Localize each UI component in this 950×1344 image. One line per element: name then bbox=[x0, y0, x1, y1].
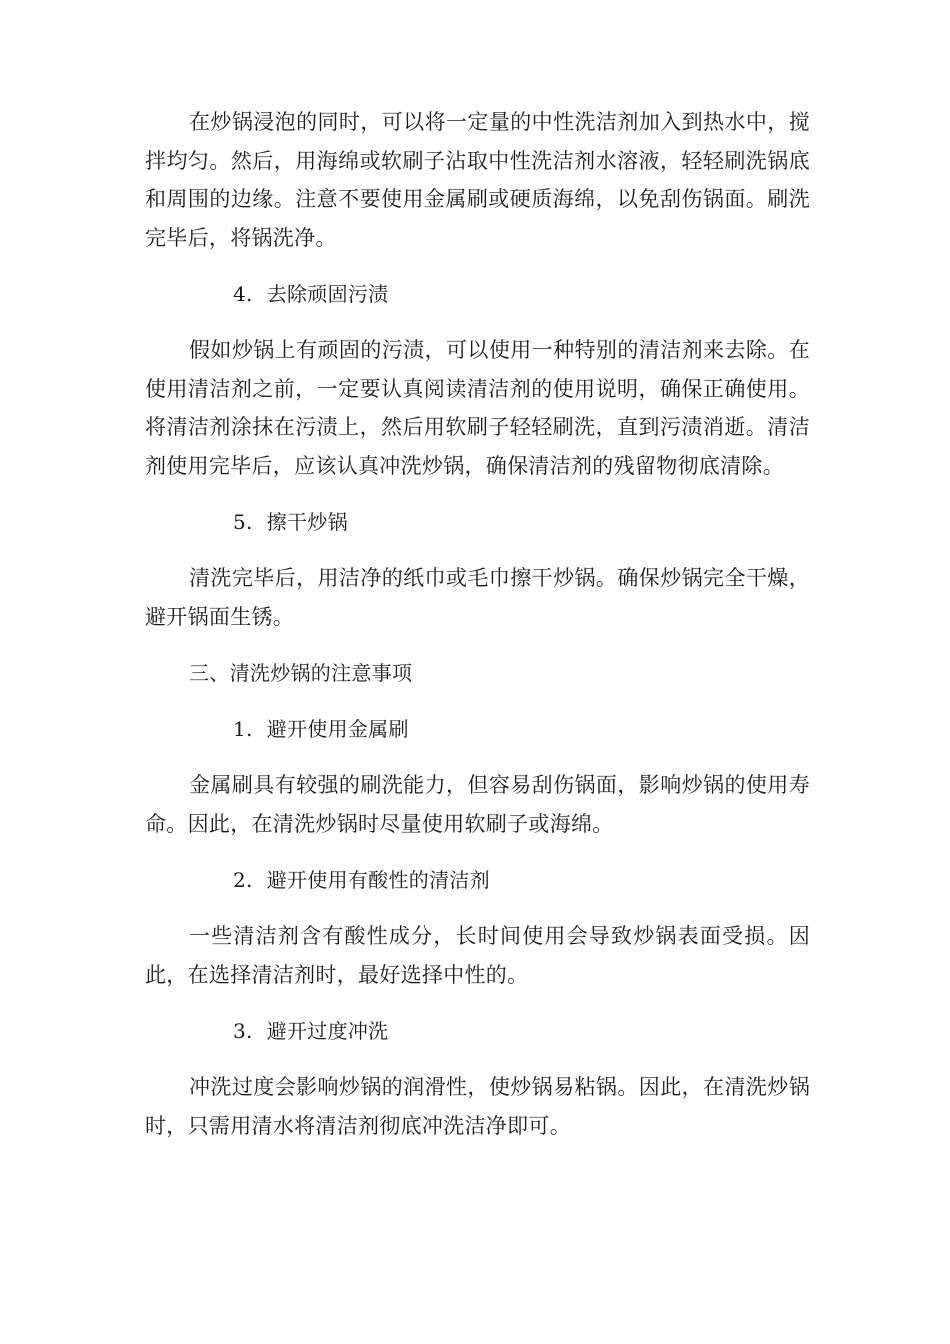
heading-number: 3. bbox=[233, 1019, 253, 1043]
heading-text: 避开过度冲洗 bbox=[266, 1019, 389, 1043]
paragraph-dry-wok: 清洗完毕后，用洁净的纸巾或毛巾擦干炒锅。确保炒锅完全干燥，避开锅面生锈。 bbox=[145, 566, 810, 629]
heading-number: 4. bbox=[233, 282, 253, 306]
paragraph-remove-stains: 假如炒锅上有顽固的污渍，可以使用一种特别的清洁剂来去除。在使用清洁剂之前，一定要认真阅读清洁剂的使用说明，确保正确使用。将清洁剂涂抹在污渍上，然后用软刷子轻轻刷洗，直到污渍消逝。清洁剂使用完毕后，应该认真冲洗炒锅，确保清洁剂的残留物彻底清除。 bbox=[145, 338, 810, 478]
heading-dry-wok bbox=[145, 503, 810, 541]
section-heading-precautions bbox=[145, 654, 810, 692]
heading-text: 三、清洗炒锅的注意事项 bbox=[189, 661, 413, 685]
heading-remove-stains bbox=[145, 275, 810, 313]
heading-text: 去除顽固污渍 bbox=[266, 282, 389, 306]
heading-number: 1. bbox=[233, 717, 253, 741]
heading-avoid-metal-brush bbox=[145, 710, 810, 748]
heading-number: 2. bbox=[233, 868, 253, 892]
paragraph-soak-wash: 在炒锅浸泡的同时，可以将一定量的中性洗洁剂加入到热水中，搅拌均匀。然后，用海绵或软刷子沾取中性洗洁剂水溶液，轻轻刷洗锅底和周围的边缘。注意不要使用金属刷或硬质海绵，以免刮伤锅面。刷洗完毕后，将锅洗净。 bbox=[145, 110, 810, 250]
heading-text: 避开使用有酸性的清洁剂 bbox=[266, 868, 490, 892]
heading-text: 擦干炒锅 bbox=[266, 510, 348, 534]
paragraph-avoid-acidic-cleaner: 一些清洁剂含有酸性成分，长时间使用会导致炒锅表面受损。因此，在选择清洁剂时，最好选择中性的。 bbox=[145, 924, 810, 987]
document-page bbox=[145, 103, 810, 1163]
paragraph-avoid-metal-brush: 金属刷具有较强的刷洗能力，但容易刮伤锅面，影响炒锅的使用寿命。因此，在清洗炒锅时尽量使用软刷子或海绵。 bbox=[145, 773, 810, 836]
heading-avoid-acidic-cleaner bbox=[145, 861, 810, 899]
heading-avoid-over-rinse bbox=[145, 1012, 810, 1050]
heading-number: 5. bbox=[233, 510, 253, 534]
heading-text: 避开使用金属刷 bbox=[266, 717, 409, 741]
paragraph-avoid-over-rinse: 冲洗过度会影响炒锅的润滑性，使炒锅易粘锅。因此，在清洗炒锅时，只需用清水将清洁剂彻底冲洗洁净即可。 bbox=[145, 1075, 810, 1138]
